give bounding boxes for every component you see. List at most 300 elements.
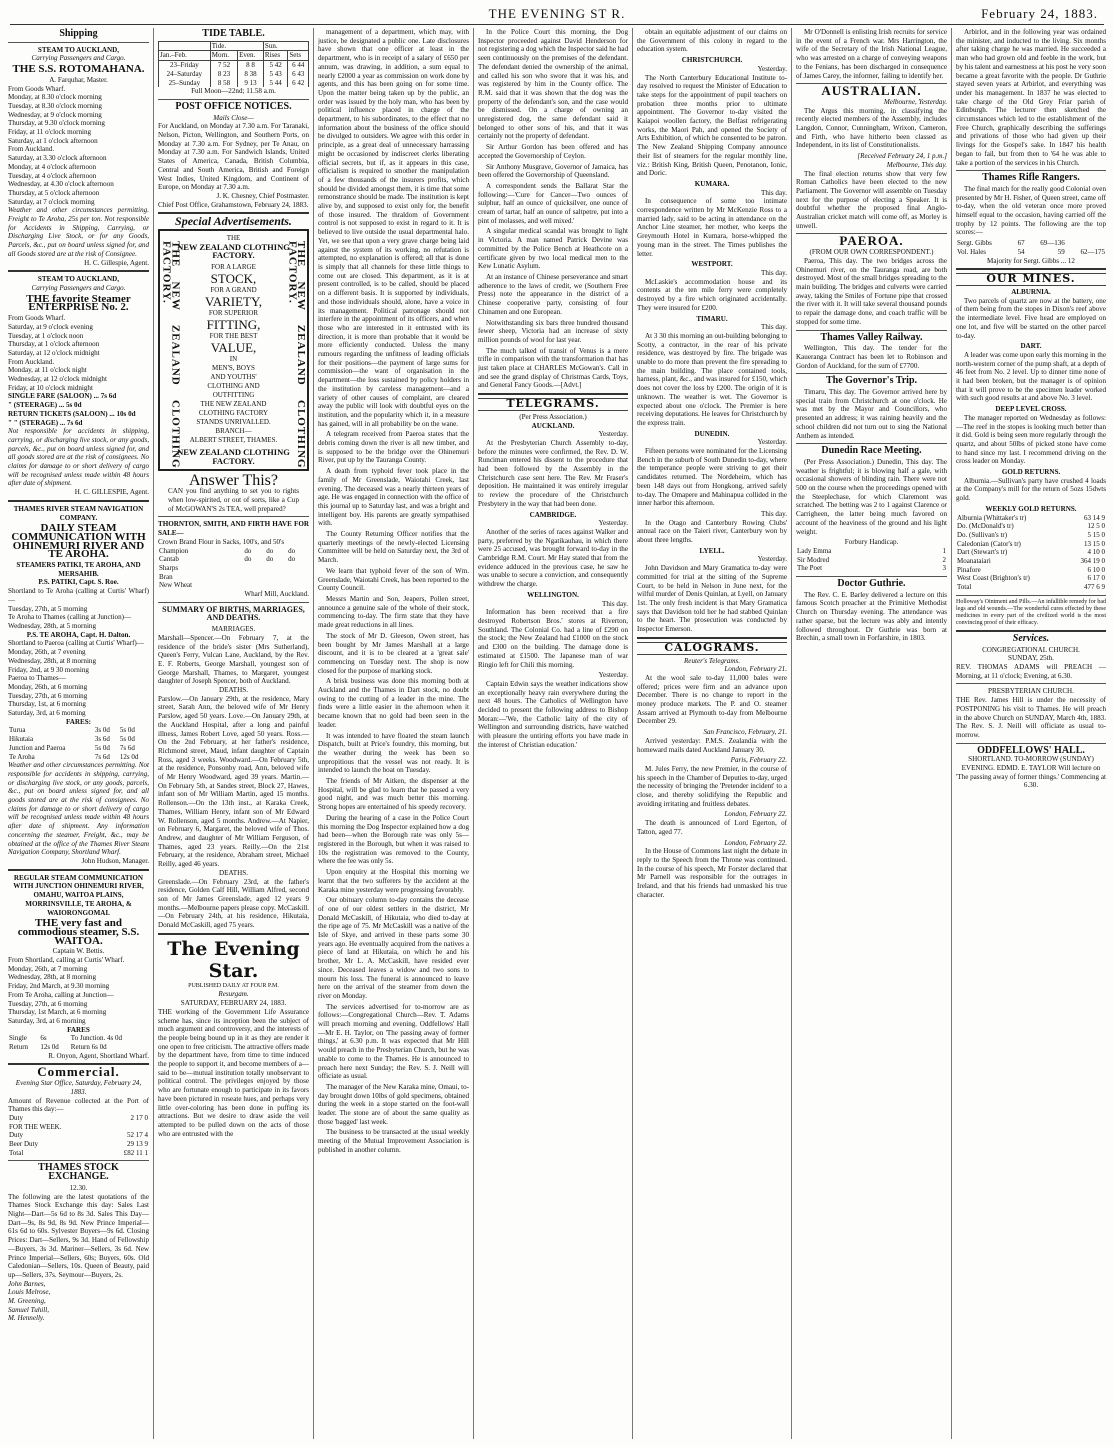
thornton-cell [265, 573, 287, 582]
dateline-when: This day. [761, 268, 787, 277]
gold-return-cell: Do. (Sullivan's tr) [957, 530, 1008, 539]
deaths-heading-2: DEATHS. [219, 868, 248, 877]
congregational-date: SUNDAY, 25th. [1008, 654, 1054, 663]
dateline-place: San Francisco, February, 21. [703, 728, 787, 737]
marriages-text: Marshall—Spencer.—On February 7, at the residence of the bride's sister (Mrs Sutherland), Queen's Ferry, Vulcan Lane, Auckland, by the Rev. E. F. Roberts, George Marshall, youngest son of George Marshall, Thames, to Margaret, youngest daughter of Joseph Spencer, both of Auckland. [158, 633, 309, 686]
gold-return-cell: 477 6 9 [1084, 583, 1105, 592]
score-cell: 62—175 [1080, 247, 1105, 256]
fare-cell: Junction and Paeroa [9, 743, 66, 752]
stock-exchange-heading: THAMES STOCK EXCHANGE. [38, 1162, 119, 1183]
answer-this-heading: Answer This? [188, 471, 279, 489]
score-cell: 54 [1017, 247, 1025, 256]
fare-cell: 5s 0d [94, 743, 110, 752]
paragraph: We learn that typhoid fever of the son of Wm. Greenslade, Waiotahi Creek, has been reported to the County Council. [318, 566, 469, 593]
schedule-line: Wednesday, at 12 o'clock midnight [8, 375, 107, 384]
schedule-line: Friday, at 11 o'clock morning [8, 128, 92, 137]
shipping-ad-sub: Carrying Passengers and Cargo. [31, 54, 126, 63]
shipping-ad-heading: THAMES RIVER STEAM NAVIGATION COMPANY. [13, 504, 144, 522]
tide-cell: 24–Saturday [159, 70, 211, 79]
fare-cell: 6s [40, 1034, 47, 1043]
clothing-ad-line: STOCK, [210, 271, 257, 287]
dateline-place: DUNEDIN. [694, 429, 730, 438]
dunedin-race-text: (Per Press Association.) Dunedin, This day. The weather is frightful; it is blowing half a gale, with occasional showers of blinding rain. There were not 500 on the course when the proceedings opened with the Steeplechase, for which Claremont was scratched. The betting was 2 to 1 against Clarence or Carrigheen, the latter being much favored on account of the heaviness of the ground and his light weight. [796, 457, 947, 536]
result-cell: 2 [942, 555, 946, 564]
result-cell: The Poet [797, 564, 823, 573]
paragraph: Messrs Martin and Son, Jeapers, Pollen street, announce a genuine sale of the whole of their stock, commencing to-day. The firm state that they have made great reductions in all lines. [318, 595, 469, 630]
australian-heading: AUSTRALIAN. [821, 83, 922, 99]
evening-star-title: The Evening Star. [167, 937, 300, 982]
section-heading-commercial: Commercial. [37, 1064, 120, 1080]
paragraph: A telegram received from Paeroa states that the debris coming down the river is all new timber, and is supposed to be the bridge over the Ohinemuri River, put up by the Tauranga County. [318, 430, 469, 465]
post-office-text: For Auckland, on Monday at 7.30 a.m. For Taranaki, Nelson, Picton, Wellington, and Southern Ports, on Monday at 7.30 a.m. For Sydney, per Te Anau, on Monday at 7.30 a.m. For Sandwich Islands, United States of America, Canada, British Columbia, Central and South America, British and Foreign West Indies, United Kingdom, and Continent of Europe, on Monday at 7.30 a.m. [158, 122, 309, 192]
tide-cell: 8 23 [210, 70, 237, 79]
deaths-text-2: Greenslade.—On February 23rd, at the father's residence, Golden Calf Hill, William Alfred, second son of Mr James Greenslade, aged 12 years 9 months.—Melbourne papers please copy. McCaskill.—On February 24th, at his residence, Hikutaia, Donald McCaskill, aged 75 years. [158, 877, 309, 930]
paragraph: M. Jules Ferry, the new Premier, in the course of his speech in the Chamber of Deputies to-day, urged the necessity of bringing the 'Pretender incident' to a close, and thereby solidifying the Republic and avoiding irritating and fruitless debates. [637, 764, 787, 808]
shipping-ad-note: Not responsible for accidents in shipping, carrying, or discharging live stock, or any goods, parcels, &c., put on board unless signed for, and all goods stored are at the risk of consignees. No claims for damage to or short delivery of cargo will be recognised unless made within 48 hours after date of shipment. [8, 427, 149, 488]
paragraph: Captain Edwin says the weather indications show an exceptionally heavy rain everywhere during the next 48 hours. The Catholics of Wellington have decided to present the following address to Bishop Moran:—'We, the Catholic laity of the city of Wellington and surrounding districts, have watched with pleasure the untiring efforts you have made in the interest of Christian education.' [478, 679, 628, 749]
paragraph: A leader was come upon early this morning in the north-western corner of the pump shaft, at a depth of 46 feet from No. 2 level. Up to dinner time none of it had been broken, but the manager is of opinion that it will prove to be the specimen leader worked with such good results at and above No. 3 level. [956, 350, 1106, 403]
dateline-when: Yesterday. [598, 430, 628, 439]
column-rule [951, 28, 952, 1439]
post-office-foot: Chief Post Office, Grahamstown, February 24, 1883. [158, 200, 309, 209]
schedule-line: Saturday, at 7 o'clock morning [8, 197, 95, 206]
clothing-ad-line: STANDS UNRIVALLED. [196, 418, 271, 427]
gold-return-cell: 13 15 0 [1084, 539, 1105, 548]
dateline-place: WESTPORT. [691, 260, 733, 269]
tide-col-head: Sun. [263, 41, 308, 51]
score-cell: 69—136 [1040, 239, 1065, 248]
paragraph: The County Returning Officer notifies that the quarterly meetings of the newly-elected Licensing Committee will be held on Saturday next, the 3rd of March. [318, 530, 469, 565]
clothing-ad-side-right: THE NEW ZEALAND CLOTHING FACTORY. [286, 241, 307, 469]
schedule-line: Wednesday, at 9 o'clock morning [8, 110, 102, 119]
stock-signatory: John Barnes, [8, 1279, 46, 1288]
clothing-ad-title-bottom: NEW ZEALAND CLOTHING FACTORY. [177, 447, 290, 466]
schedule-line: Saturday, 3rd, at 6 morning [8, 709, 86, 718]
clothing-ad-title: NEW ZEALAND CLOTHING FACTORY. [177, 241, 290, 261]
dunedin-race-heading: Dunedin Race Meeting. [821, 445, 922, 457]
schedule-line: Friday, at 10 o'clock midnight [8, 383, 93, 392]
tide-sub-head: Rises [263, 51, 287, 61]
mine-heading: DART. [1020, 342, 1042, 351]
shipping-ad-heading: STEAM TO AUCKLAND, [37, 45, 120, 54]
dateline-place: WELLINGTON. [527, 590, 579, 599]
thornton-cell [265, 564, 287, 573]
doctor-guthrie-heading: Doctor Guthrie. [837, 578, 906, 590]
thornton-cell: do [244, 546, 252, 555]
clothing-ad-line: FOR SUPERIOR [208, 309, 259, 318]
schedule-line: Shortland to Paeroa (calling at Curtis' Wharf)— [8, 639, 144, 648]
clothing-ad-line: FOR A GRAND [210, 286, 257, 295]
telegrams-heading: TELEGRAMS. [478, 398, 628, 411]
thornton-cell: do [288, 546, 296, 555]
gold-return-cell: Do. (McDonald's tr) [957, 522, 1014, 531]
paragraph: In the House of Commons last night the debate in reply to the Speech from the Throne was continued. In the course of his speech, Mr Forster declared that Mr Parnell was responsible for the outrages in Ireland, and that his friends had unmasked his true character. [637, 847, 787, 899]
paragraph: Notwithstanding six bars three hundred thousand fewer sheep, Victoria had an increase of sixty million pounds of wool for last year. [478, 318, 628, 344]
fare-cell: 7s 6d [119, 743, 135, 752]
paragraph: Upon enquiry at the Hospital this morning we learnt that the two sufferers by the accident at the Karaka mine yesterday were progressing favorably. [318, 868, 469, 894]
paragraph: Sir Arthur Gordon has been offered and has accepted the Governorship of Ceylon. [478, 143, 628, 160]
bmd-heading: SUMMARY OF BIRTHS, MARRIAGES, AND DEATHS. [162, 604, 305, 623]
schedule-line: Tuesday, at 1 o'clock noon [8, 331, 84, 340]
congregational-text: REV. THOMAS ADAMS will PREACH —Morning, at 11 o'clock; Evening, at 6.30. [956, 663, 1106, 680]
schedule-line: Thursday, at 5 o'clock afternoon [8, 188, 100, 197]
paragraph: The stock of Mr D. Gleeson, Owen street, has been bought by Mr James Marshall at a large discount, and it is to be cleared at a 'great sale' commencing on Tuesday next. The shop is now closed for the purpose of marking stock. [318, 631, 469, 675]
doctor-guthrie-text: The Rev. C. E. Barley delivered a lecture on this famous Scotch preacher at the Primitive Methodist Church on Thursday evening. The attendance was rather sparse, but the lecture was ably and intently followed throughout. Dr Guthrie was born at Brechin, a small town in Forfarshire, in 1803. [796, 590, 947, 643]
tide-cell: 8 38 [238, 70, 264, 79]
thornton-cell: do [266, 555, 274, 564]
revenue-value: £82 11 1 [123, 1148, 148, 1157]
gold-return-cell: Pinafore [957, 565, 981, 574]
result-cell: Sir Modred [797, 555, 830, 564]
paragraph: The North Canterbury Educational Institute to-day resolved to request the Minister of Education to take steps for the appointment of pupil teachers on probation three months prior to ultimate appointment. The Governor to-day visited the Kaiapoi woollen factory, the Belfast refrigerating works, the Maori Pah, and opened the Society of Arts Exhibition, of which he consented to be patron. The New Zealand Shipping Company announce their list of steamers for the regular monthly line, viz.: British King, British Queen, Penotanon, Ionic, and Doric. [637, 73, 787, 178]
schedule-line: Thursday, at 1 o'clock afternoon [8, 340, 100, 349]
thames-valley-railway-heading: Thames Valley Railway. [820, 331, 923, 343]
schedule-line: Tuesday, at 4 o'clock afternoon [8, 171, 97, 180]
schedule-line: Saturday, at 9 o'clock evening [8, 322, 93, 331]
paragraph: A singular medical scandal was brought to light in Victoria. A man named Patrick Devine was committed by the Police Bench at Heathcote on a certificate given by two local medical men to the Kew Lunatic Asylum. [478, 227, 628, 271]
fare-cell: Return 6s 0d [70, 1043, 107, 1052]
paragraph: At the Presbyterian Church Assembly to-day, before the minutes were confirmed, the Rev. D. W. Runciman entered his dissent to the procedure that had been followed by the Assembly in the Christchurch case sent here. The Rev. Mr Fraser's deposition. He maintained it was entirely irregular to review the procedure of the Christchurch Presbytery in the way that had been done. [478, 438, 628, 508]
paragraph: The Argus this morning, in classifying the recently elected members of the Assembly, includes Langdon, Connor, Cunningham, Wrixon, Cameron, and Firth, who have hitherto been classed as Independent, in its list of Constitutionalists. [796, 106, 947, 150]
thornton-cell: Bran [159, 572, 173, 581]
thornton-cell [265, 581, 287, 590]
fare-cell: 7s 6d [94, 752, 110, 761]
gold-return-cell: 6 17 0 [1087, 574, 1105, 583]
ship-name: THE S.S. ROTOMAHANA. [12, 63, 145, 76]
dateline-place: LYELL. [699, 546, 725, 555]
rifle-rangers-scores [956, 239, 1106, 256]
tide-sub-head: Sets [288, 51, 309, 61]
clothing-ad-the: THE [226, 234, 241, 243]
shipping-ad-sub: Carrying Passengers and Cargo. [31, 283, 126, 292]
shipping-ad-note: Weather and other circumstances permitting. Not responsible for accidents in shipping, carrying, or discharging live stock, or any goods, parcels, &c., put on board unless signed for, and all goods stored are at the risk of consignees. No claims for damage to or short delivery of cargo will be recognised unless made within 48 hours after date of shipment. Any information concerning the steamer, Freight, &c., may be obtained at the office of the Thames River Steam Navigation Company, Shortland Wharf. [8, 761, 149, 857]
schedule-line: Te Aroha to Thames (calling at Junction)— [8, 613, 132, 622]
paragraph: John Davidson and Mary Gramatica to-day were committed for trial at the sitting of the Supreme Court, to be held in Nelson in June next, for the wilful murder of Denis Quinlan, at Lyell, on January 1st. The only fresh incident is that Mary Gramatica says that Davidson told her he had stabbed Quinlan to the heart. The prosecution was conducted by Inspector Emerson. [637, 564, 787, 634]
schedule-line: Thursday, at 9.30 o'clock morning [8, 119, 105, 128]
thornton-cell [243, 581, 265, 590]
paragraph: The manager of the New Karaka mine, Omaui, to-day brought down 10lbs of gold specimens, obtained during the week in a stope started on the foot-wall leader. The stone are of about the same quality as those 'bagged' last week. [318, 1082, 469, 1126]
dateline-when: This day. [761, 323, 787, 332]
thornton-ad-heading: THORNTON, SMITH, AND FIRTH HAVE FOR SALE— [158, 520, 309, 538]
thornton-cell [243, 573, 265, 582]
fare-cell: Turua [9, 726, 26, 735]
paragraph: The friends of Mr Aitken, the dispenser at the Hospital, will be glad to learn that he passed a very good night, and was much better this morning. Strong hopes are entertained of his speedy recovery. [318, 777, 469, 812]
thornton-table [158, 547, 309, 591]
shipping-ad-sub2: STEAMERS PATIKI, TE AROHA, AND MERSAHIB. [16, 561, 141, 578]
result-cell: 3 [942, 564, 946, 573]
thornton-cell: Sharps [159, 563, 179, 572]
holloway-ad: Holloway's Ointment and Pills.—An infallible remedy for bad legs and old wounds.—The wonderful cures effected by these medicines in every part of the civilized world is the most convincing proof of their efficacy. [956, 598, 1106, 626]
dateline-when: Yesterday. [598, 671, 628, 680]
gold-return-cell: Caledonian (Cator's tr) [957, 539, 1021, 548]
stock-signatory: Samuel Tuhill, [8, 1305, 49, 1314]
clothing-ad-side-left: THE NEW ZEALAND CLOTHING FACTORY. [160, 241, 182, 469]
dateline-place: KUMARA. [694, 179, 730, 188]
ship-name: THE very fast and commodious steamer, S.S. WAITOA. [17, 917, 140, 947]
thornton-cell: do [244, 555, 252, 564]
ship-captain: P.S. TE AROHA, Capt. H. Dalton. [26, 630, 131, 639]
fare-line: SINGLE FARE (SALOON) ... 7s 6d [8, 392, 117, 401]
clothing-ad-line: FOR A LARGE [211, 263, 256, 272]
gold-return-cell: West Coast (Brighton's tr) [957, 574, 1030, 583]
dateline-place: TIMARU. [696, 314, 728, 323]
dateline-place: Paris, February 22. [730, 756, 787, 765]
fare-line: " (STEERAGE) ... 5s 0d [8, 401, 82, 410]
paragraph: Alburnia.—Sullivan's party have crushed 4 loads at the Company's mill for the return of 5ozs 15dwts gold. [956, 476, 1106, 503]
stock-signatory: M. Greening, [8, 1297, 46, 1306]
paragraph: In the Otago and Canterbury Rowing Clubs' annual race on the Taieri river, Canterbury won by about three lengths. [637, 518, 787, 545]
weekly-gold-heading: WEEKLY GOLD RETURNS. [985, 504, 1077, 513]
clothing-ad-line: FOR THE BEST [209, 332, 258, 341]
schedule-line: Thursday, 1st March, at 6 morning [8, 1008, 107, 1017]
paragraph: Another of the series of races against Walker and party, preferred by the Ngatikauhau, in which there were 25 accused, was brought forward to-day in the Cambridge R.M. Court. Mr Hay stated that from the evidence adduced in the previous case, he saw he was unable to secure a conviction, and consequently withdrew the charge. [478, 527, 628, 589]
fare-cell: To Junction. 4s 0d [70, 1034, 123, 1043]
clothing-ad-line: BRANCH— [215, 427, 252, 436]
paragraph: A death from typhoid fever took place in the family of Mr Greenslade, Waiotahi Creek, last evening. The deceased was a nearly thirteen years of age. He was engaged in connection with the office of this journal up to Saturday last, and was a bright and intelligent boy. His parents are greatly sympathised with. [318, 467, 469, 528]
gold-return-cell: 6 10 0 [1087, 565, 1105, 574]
revenue-label: FOR THE WEEK. [9, 1122, 62, 1131]
tide-sub-head: Jan.–Feb. [159, 51, 211, 61]
thornton-cell: New Wheat [159, 581, 193, 590]
column-australian [796, 28, 947, 1441]
fare-cell: 5s 0d [119, 726, 135, 735]
calograms-heading: CALOGRAMS. [637, 642, 787, 655]
special-advertisements-heading: Special Advertisements. [175, 214, 292, 229]
ship-master: Captain W. Bettis. [52, 947, 105, 956]
fare-line: RETURN TICKETS (SALOON) ... 10s 0d [8, 409, 136, 418]
shipping-ad-heading: REGULAR STEAM COMMUNICATION WITH JUNCTION OHINEMURI RIVER, OMAHU, WAITOA PLAINS, MORRINSVILLE, TE AROHA, & WAIORONGOMAI. [13, 873, 144, 917]
fares-table [8, 1034, 149, 1051]
gold-return-cell: 364 19 0 [1080, 557, 1105, 566]
evening-star-date: SATURDAY, FEBRUARY 24, 1883. [180, 999, 287, 1008]
clothing-ad-line: AND YOUTHS' [210, 373, 257, 382]
services-heading: Services. [1012, 632, 1050, 644]
oddfellows-text: SHORTLAND. TO-MORROW (SUNDAY) EVENING. EDMD. E. TAYLOR Will lecture on 'The passing away of former things.' Commencing at 6.30. [956, 755, 1106, 790]
schedule-line: Wednesday, 28th, at 8 morning [8, 973, 97, 982]
rifle-rangers-majority: Majority for Sergt. Gibbs ... 12 [987, 256, 1075, 265]
paragraph: The final election returns show that very few Roman Catholics have been elected to the new Parliament. The Governor will assemble on Tuesday next for the purpose of electing a Speaker. It is doubtful whether the proposed final Anglo-Australian cricket match will come off, as Morley is unwell. [796, 169, 947, 230]
paragraph: obtain an equitable adjustment of our claims on the Government of this colony in regard to the education system. [637, 28, 787, 54]
post-office-signature: J. K. Chesney, Chief Postmaster. [216, 191, 309, 200]
paragraph: McLaskie's accommodation house and its contents at the ten mile ferry were completely destroyed by a fire which originated accidentally. They were insured for £200. [637, 277, 787, 312]
schedule-line: Wednesday, 28th, at 5 morning [8, 622, 97, 630]
schedule-line: Wednesday, at 4.30 o'clock afternoon [8, 180, 114, 189]
tide-cell: 9 13 [238, 79, 264, 88]
thornton-cell: Cantab [159, 555, 179, 564]
fare-cell: 3s 0d [94, 726, 110, 735]
paragraph: During the hearing of a case in the Police Court this morning the Dog Inspector explained how a dog had been—when the Borough rate was only 5s—registered in the Borough, but when it was raised to 10s the registration was removed to the County, where the fee was only 5s. [318, 813, 469, 866]
column-rule [473, 28, 474, 1439]
schedule-line: Monday, at 4 o'clock afternoon [8, 162, 97, 171]
schedule-line: Tuesday, 27th, at 5 morning [8, 604, 88, 613]
paragraph: The business to be transacted at the usual weekly meeting of the Mutual Improvement Association is published in another column. [318, 1128, 469, 1154]
gold-return-cell: Moanataiari [957, 557, 991, 566]
schedule-line: Saturday, 3rd, at 6 morning [8, 1016, 86, 1025]
dateline-place: AUCKLAND. [531, 421, 575, 430]
answer-this-text: CAN you find anything to set you to rights when low-spirited, or out of sorts, like a Cup of McGOWAN'S 2s TEA, well prepared? [168, 487, 299, 513]
presbyterian-text: THE Rev. James Hill is under the necessity of POSTPONING his visit to Thames. He will preach in the above Church on SUNDAY, March 4th, 1883. The Rev. S. J. Neill will officiate as usual to-morrow. [956, 696, 1106, 739]
tide-table [158, 41, 309, 88]
schedule-line: Shortland to Te Aroha (calling at Curtis' Wharf)— [8, 587, 149, 604]
gold-return-cell: Dart (Stewart's tr) [957, 548, 1008, 557]
fares-table [8, 726, 149, 761]
tide-cell: 5 44 [263, 79, 287, 88]
forbury-handicap-heading: Forbury Handicap. [844, 538, 899, 547]
commercial-dateline: Evening Star Office, Saturday, February 24, 1883. [15, 1079, 142, 1096]
thornton-cell: do [266, 546, 274, 555]
gold-return-cell: 12 5 0 [1087, 522, 1105, 531]
evening-star-motto: Resurgam. [218, 990, 249, 999]
schedule-line: Monday, at 8.30 o'clock morning [8, 93, 102, 102]
paragraph: The much talked of transit of Venus is a mere trifle in comparison with the transformation that has just taken place at CHARLES McGowan's. Call in and see the grand display of Christmas Cards, Toys, and General Fancy Goods.—[Advt.] [478, 346, 628, 390]
paeroa-heading: PAEROA. [839, 233, 904, 249]
paragraph: At the wool sale to-day 11,000 bales were offered; prices were firm and an advance upon December. There is no change to report in the money produce markets. The P. and O. steamer Assam arrived at Plymouth to-day from Melbourne December 29. [637, 673, 787, 726]
tide-cell: 8 58 [210, 79, 237, 88]
schedule-line: Paeroa to Thames— [8, 674, 66, 683]
clothing-ad-line: VALUE, [210, 340, 257, 356]
schedule-line: From Auckland. [8, 145, 55, 154]
clothing-ad-line: MEN'S, BOYS [212, 364, 255, 373]
clothing-ad-line: IN [229, 355, 238, 364]
governors-trip-heading: The Governor's Trip. [825, 375, 918, 387]
tide-cell: 5 42 [263, 61, 287, 70]
column-telegrams [478, 28, 628, 1441]
clothing-ad-line: CLOTHING FACTORY [198, 409, 269, 418]
tide-cell: 6 42 [288, 79, 309, 88]
shipping-ad [8, 46, 149, 268]
schedule-line: From Goods Wharf. [8, 314, 66, 323]
schedule-line: Tuesday, 27th, at 6 morning [8, 691, 88, 700]
shipping-agent: H. C. Gillespie, Agent. [84, 258, 149, 267]
schedule-line: Saturday, at 1 o'clock afternoon [8, 136, 98, 145]
shipping-ad-heading: STEAM TO AUCKLAND, [37, 275, 120, 284]
tide-cell: 25–Sunday [159, 79, 211, 88]
paragraph: In consequence of some too intimate correspondence written by Mr McKenzie Ross to a married lady, said to be acting in attendance on the Anchor Line steamer, her mother, who keeps the Greymouth Hotel in Kumara, horse-whipped the young man in the street. The Times publishes the letter. [637, 197, 787, 258]
result-cell: Lady Emma [797, 546, 832, 555]
gold-return-cell: Alburnia (Whittaker's tr) [957, 513, 1027, 522]
paragraph: The services advertised for to-morrow are as follows:—Congregational Church—Rev. T. Adams will preach morning and evening. Oddfellows' Hall—Mr E. H. Taylor, on 'The passing away of former things,' at 6.30 p.m. It was expected that Mr Hill would preach in the Presbyterian Church, but he was unable to come to the Thames. He is announced to preach here next Sunday; the Rev. S. J. Neill will officiate as usual. [318, 1002, 469, 1081]
paragraph: Our obituary column to-day contains the decease of one of our oldest settlers in the district, Mr Donald McCaskill, of Hikutaia, who died to-day at the ripe age of 75. Mr McCaskill was a native of the Isle of Skye, and arrived in these parts some 30 years ago. He eventually acquired from the natives a piece of land at Hikutaia, on which he and his brother, Mr L. A. McCaskill, have resided ever since. Deceased leaves a widow and two sons to mourn his loss. The funeral is announced to leave here on the arrival of the steamer from down the river on Monday. [318, 896, 469, 1000]
paragraph: Mr O'Donnell is enlisting Irish recruits for service in the event of a French war. Mrs Harrington, the wife of the Secretary of the Irish National League, who was arrested on a charge of conveying weapons to the Fenians, has been discharged in consequence of James Carey, the informer, failing to identify her. [796, 28, 947, 80]
fare-line: " " (STERAGE) ... 7s 6d [8, 418, 83, 427]
tide-foot: Full Moon—22nd; 11.58 a.m. [191, 87, 276, 96]
paragraph: Fifteen persons were nominated for the Licensing Bench in the suburb of South Dunedin to-day, where the temperance people were striving to get their candidates returned. The Nordeheim, which has been 148 days out from Hongkong, arrived safely to-day. The Omapere and Mahinapua collided in the inner harbor this afternoon. [637, 447, 787, 508]
stock-signatory: M. Hennelly. [8, 1314, 45, 1323]
fare-cell: 12s 0d [40, 1043, 59, 1052]
dateline-when: This day. [761, 188, 787, 197]
stock-exchange-text: The following are the latest quotations of the Thames Stock Exchange this day: Sales Last Night—Dart—5s 6d to 8s 3d. Sales This Day—Dart—9s, 8s 9d, 8s 9d. New Prince Imperial—61s 6d to 60s. Sylvester Buyers—9s 6d. Closing Prices: Dart—Sellers, 9s 3d. Hand of Fellowship—Buyers, 3s 3d. Mariner—Sellers, 3s 6d. New Prince Imperial—Sellers, 60s; Buyers, 60s. Old Caledonian—Sellers, 10s. Queen of Beauty, paid up—Sellers, 37s. Seymour—Buyers, 2s. [8, 1192, 149, 1279]
tide-cell: 7 52 [210, 61, 237, 70]
forbury-handicap-table [796, 547, 947, 573]
fare-cell: Hikutaia [9, 735, 34, 744]
shipping-agent: John Hudson, Manager. [81, 856, 149, 865]
gold-return-cell: 5 15 0 [1087, 530, 1105, 539]
presbyterian-heading: PRESBYTERIAN CHURCH. [988, 687, 1074, 696]
stock-signatory: Louis Melrose, [8, 1288, 51, 1297]
schedule-line: Saturday, at 3.30 o'clock afternoon [8, 154, 107, 163]
dateline-place: CAMBRIDGE. [529, 510, 577, 519]
dateline-when: This day. [602, 599, 628, 608]
schedule-line: Monday, 26th, at 7 evening [8, 648, 86, 657]
dateline-place: Melbourne, Yesterday. [883, 97, 947, 106]
column-rule [313, 28, 314, 1439]
column-notices [158, 28, 309, 1441]
score-cell: 67 [1017, 239, 1025, 248]
tide-cell: 23–Friday [159, 61, 211, 70]
ship-name: THE favorite Steamer ENTERPRISE No. 2. [26, 292, 131, 314]
dateline-when: Yesterday. [598, 519, 628, 528]
revenue-value: 2 17 0 [130, 1113, 148, 1122]
masthead [10, 6, 1104, 25]
commercial-text: Amount of Revenue collected at the Port of Thames this day:— [8, 1096, 149, 1114]
governors-trip-text: Timaru, This day. The Governor arrived here by special train from Christchurch at one o'clock. He was met by the Mayor and Councillors, who presented an address; it was raining heavily and the school children did not turn out to sing the National Anthem as intended. [796, 388, 947, 440]
fare-cell: 3s 6d [94, 735, 110, 744]
revenue-value: 29 13 9 [127, 1140, 148, 1149]
column-editorial [318, 28, 469, 1441]
thornton-cell [243, 564, 265, 573]
shipping-ad [8, 275, 149, 497]
paragraph: At 3 30 this morning an out-building belonging to Scotty, a contractor, in the rear of his private residence, was destroyed by fire. The brigade was unable to do more than prevent the fire spreading to the main building. The place contained tools, harness, plant, &c., and was insured for £150, which does not cover the loss by £200. The origin of it is unknown. The weather is wet. The Governor is expected about one o'clock. The Premier is here receiving deputations. He leaves for Christchurch by the express train. [637, 331, 787, 427]
fare-cell: Return [9, 1043, 29, 1052]
thornton-cell [287, 564, 309, 573]
paeroa-sub: (FROM OUR OWN CORRESPONDENT.) [809, 248, 934, 257]
shipping-ad-note: Weather and other circumstances permitting. Freight to Te Aroha, 25s per ton. Not responsible for Accidents in Shipping, Carrying, or Discharging Live Stock, or for any Goods, Parcels, &c., put on board unless signed for, and all Goods stored are at the risk of Consignee. [8, 206, 149, 258]
paragraph: At an instance of Chinese perseverance and smart adherence to the laws of credit, we (Southern Free Press) note the appearance in the district of a Chinese cooperative party, consisting of four Chinamen and one European. [478, 272, 628, 316]
dateline-place: CHRISTCHURCH. [681, 56, 743, 65]
schedule-line: From Te Aroha, calling at Junction— [8, 990, 114, 999]
schedule-line: Monday, at 11 o'clock night [8, 366, 87, 375]
thornton-cell [287, 573, 309, 582]
clothing-ad-line: OUTFITTING [212, 391, 255, 400]
revenue-label: Total [9, 1148, 24, 1157]
thornton-cell: do [288, 555, 296, 564]
shipping-ad [8, 874, 149, 1061]
fare-cell: 12s 0d [119, 752, 139, 761]
deaths-text: Parslow.—On January 29th, at the residence, Mary street, Sarah Ann, the beloved wife of Mr Henry Parslow, aged 50 years. Love.—On January 29th, at the Auckland Hospital, after a long and painful illness, James Robert Love, aged 50 years. Ross.—On the 2nd February, at her father's residence, Richmond street, Maud, infant daughter of Captain Ross, aged 3 weeks. Woodward.—On February 5th, at the residence, Ponsonby road, Ann, beloved wife of Mr Henry Woodward, aged 39 years. Martin.—On February 5th, at Sandes street, Block 27, Hawes, infant son of Mr William Martin, aged 15 months. Rollenson.—On the 13th inst., at Karaka Creek, Thames, William Henry, infant son of Mr Edward W. Rollenson, aged 5 months. Andrew.—At Napier, on February 6, Margaret, the beloved wife of Thos. Andrew, and daughter of Mr William Ferguson, of Thames, aged 23 years. Reilly.—On the 21st February, at the residence, Abraham street, Michael Reilly, aged 46 years. [158, 694, 309, 869]
tide-cell: 5 43 [263, 70, 287, 79]
revenue-value: 52 17 4 [127, 1131, 148, 1140]
schedule-line: Friday, 2nd, at 9 30 morning [8, 665, 89, 674]
clothing-factory-ad [158, 229, 309, 471]
section-heading-shipping: Shipping [59, 28, 98, 39]
revenue-value [103, 1123, 149, 1132]
dateline-when: Yesterday. [757, 555, 787, 564]
press-association-note: (Per Press Association.) [519, 412, 587, 421]
ship-master: A. Farquhar, Master. [49, 75, 108, 84]
rifle-rangers-text: The final match for the really good Colonial oven presented by Mr H. Fisher, of Queen street, came off to-day, when the old veteran once more proved himself equal to the occasion, having carried off the trophy by 12 points. The following are the top scores:— [956, 184, 1106, 237]
tide-cell: 6 43 [288, 70, 309, 79]
paragraph: A correspondent sends the Ballarat Star the following:—'Cure for Cancer—Two ounces of sulphur, half an ounce of quicksilver, one ounce of cream of tartar, half an ounce of saltpetre, put into a pint of molasses, and well mixed.' [478, 181, 628, 225]
shipping-agent: H. C. GILLESPIE, Agent. [74, 488, 149, 497]
fares-heading: FARES [67, 1025, 90, 1034]
oddfellows-heading: ODDFELLOWS' HALL. [977, 744, 1085, 756]
schedule-line: Tuesday, at 8.30 o'clock morning [8, 101, 102, 110]
schedule-line: Monday, 26th, at 7 morning [8, 964, 88, 973]
paragraph: The death is announced of Lord Egerton, of Tatton, aged 77. [637, 819, 787, 836]
post-office-heading: POST OFFICE NOTICES. [175, 100, 292, 112]
tide-cell: 6 44 [288, 61, 309, 70]
tide-table-heading: TIDE TABLE. [202, 28, 265, 39]
fare-cell: Single [9, 1034, 27, 1043]
ship-name: DAILY STEAM COMMUNICATION WITH OHINEMURI RIVER AND TE AROHA. [11, 522, 146, 561]
revenue-label: Beer Duty [9, 1140, 38, 1149]
schedule-line: Thursday, 1st, at 6 morning [8, 700, 86, 709]
paragraph: Arbirlot, and in the following year was ordained the minister, and inducted to the living. Six months after taking charge he was married. He succeeded a man who had grown old and feeble in the work, but by his talent and earnestness at his post he very soon became a great favorite with the people. Dr Guthrie stayed seven years at Arbirlot, and everything was under his management. In 1837 he was elected to take charge of the Old Grey Friar parish of Edinburgh. The lecturer then sketched the circumstances which led to the establishment of the Free Church, graphically describing the sufferings and privations of those who had given up their livings for the Gospel's sake. In 1847 his health began to fail, but from then to '64 he was able to take a portion of the services in his Church. [956, 28, 1106, 167]
shipping-ad [8, 505, 149, 866]
clothing-ad-line: VARIETY, [205, 294, 262, 310]
stock-exchange-time: 12.30. [69, 1183, 88, 1192]
congregational-heading: CONGREGATIONAL CHURCH. [982, 645, 1080, 654]
